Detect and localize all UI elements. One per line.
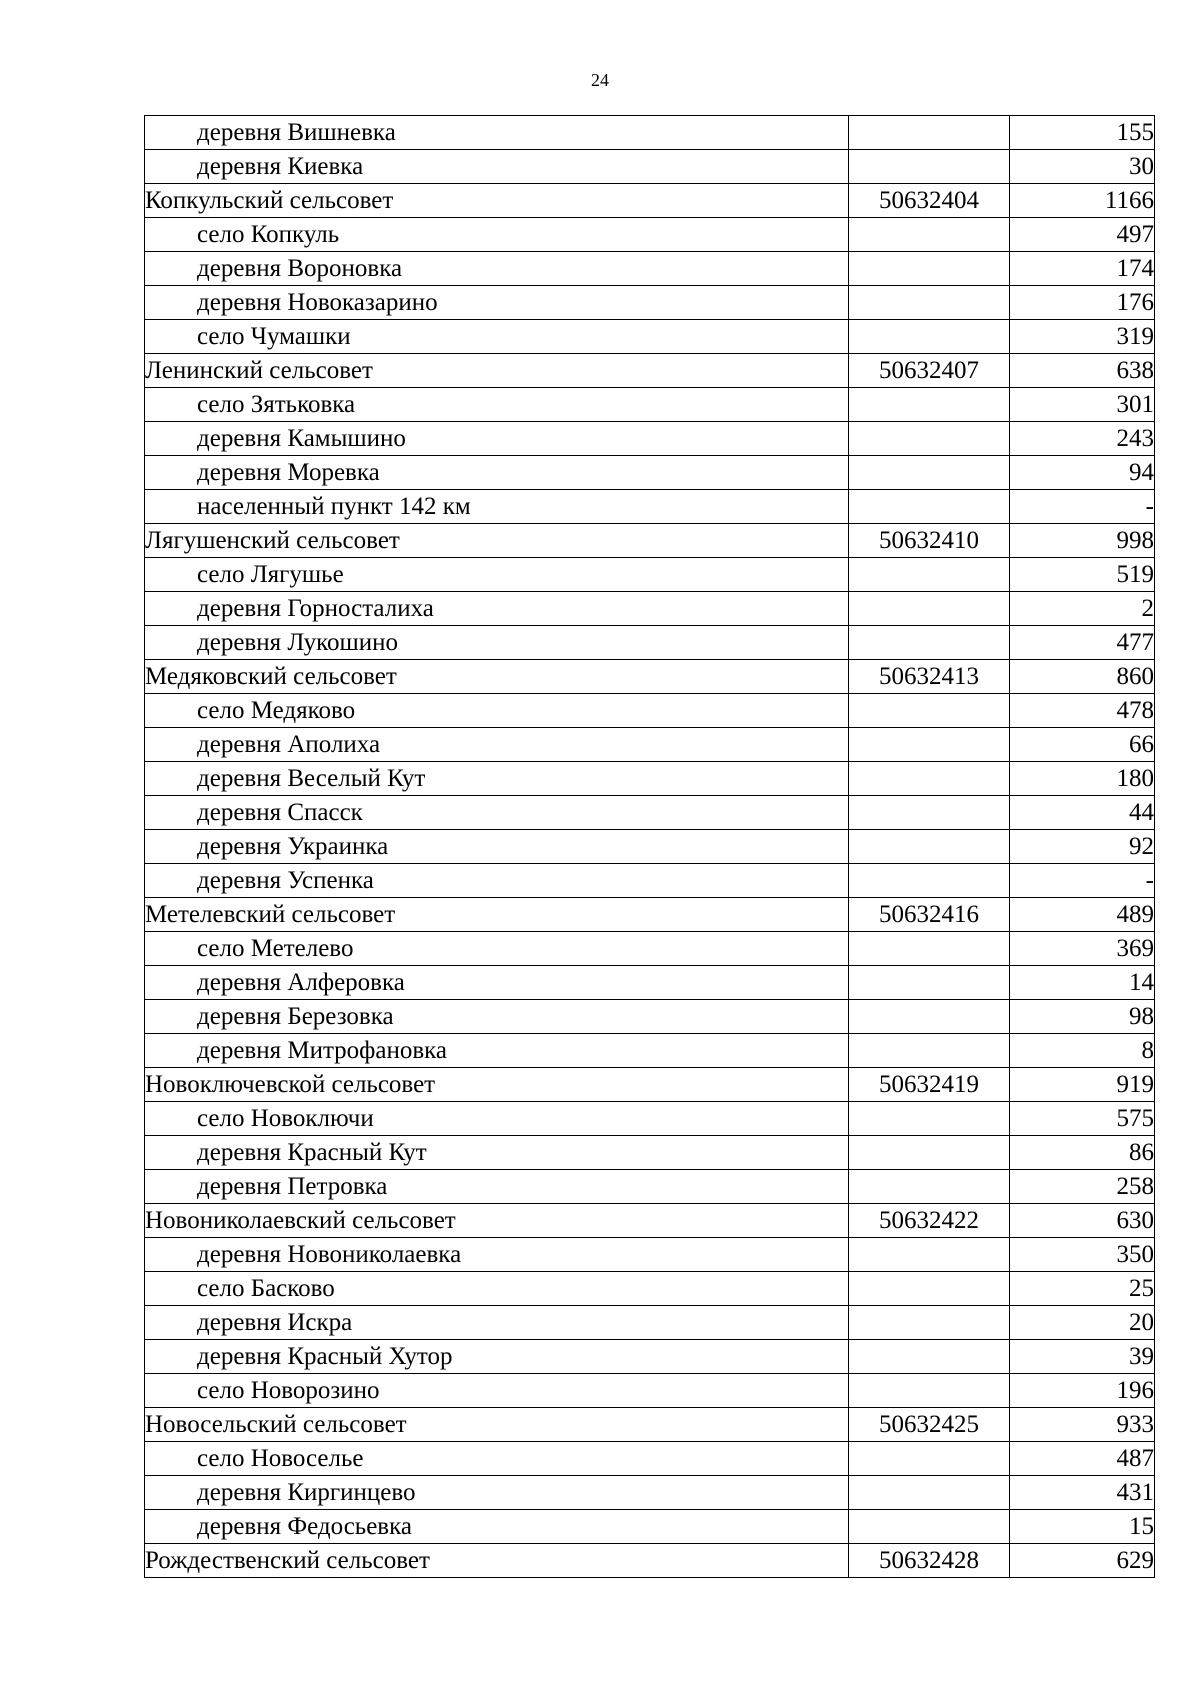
settlement-name-cell: Новониколаевский сельсовет — [145, 1204, 849, 1238]
population-cell: 94 — [1010, 456, 1155, 490]
settlement-row — [145, 1136, 1155, 1170]
settlement-row — [145, 932, 1155, 966]
settlement-row — [145, 796, 1155, 830]
oktmo-code-cell: 50632422 — [849, 1204, 1010, 1238]
population-cell: 2 — [1010, 592, 1155, 626]
oktmo-code-cell — [849, 456, 1010, 490]
oktmo-code-cell — [849, 1102, 1010, 1136]
population-cell: 638 — [1010, 354, 1155, 388]
settlement-row — [145, 830, 1155, 864]
settlement-row — [145, 558, 1155, 592]
population-cell: 629 — [1010, 1544, 1155, 1578]
settlement-row — [145, 1374, 1155, 1408]
settlement-name-cell: деревня Новоказарино — [145, 286, 849, 320]
population-cell: 630 — [1010, 1204, 1155, 1238]
population-cell: 98 — [1010, 1000, 1155, 1034]
population-cell: 39 — [1010, 1340, 1155, 1374]
oktmo-code-cell: 50632404 — [849, 184, 1010, 218]
oktmo-code-cell — [849, 116, 1010, 150]
oktmo-code-cell — [849, 796, 1010, 830]
council-row — [145, 1408, 1155, 1442]
settlement-name-cell: деревня Алферовка — [145, 966, 849, 1000]
settlement-name-cell: село Метелево — [145, 932, 849, 966]
settlement-name-cell: Новосельский сельсовет — [145, 1408, 849, 1442]
oktmo-code-cell: 50632413 — [849, 660, 1010, 694]
settlement-row — [145, 728, 1155, 762]
population-cell: 519 — [1010, 558, 1155, 592]
oktmo-code-cell — [849, 1510, 1010, 1544]
oktmo-code-cell — [849, 286, 1010, 320]
settlement-row — [145, 1000, 1155, 1034]
settlement-name-cell: село Лягушье — [145, 558, 849, 592]
council-row — [145, 184, 1155, 218]
settlement-name-cell: Медяковский сельсовет — [145, 660, 849, 694]
population-cell: 14 — [1010, 966, 1155, 1000]
oktmo-code-cell: 50632410 — [849, 524, 1010, 558]
settlement-row — [145, 1034, 1155, 1068]
settlement-name-cell: село Новорозино — [145, 1374, 849, 1408]
population-cell: 20 — [1010, 1306, 1155, 1340]
oktmo-code-cell — [849, 1170, 1010, 1204]
population-cell: 196 — [1010, 1374, 1155, 1408]
settlement-row — [145, 150, 1155, 184]
oktmo-code-cell: 50632416 — [849, 898, 1010, 932]
council-row — [145, 1068, 1155, 1102]
population-cell: 25 — [1010, 1272, 1155, 1306]
settlement-row — [145, 1442, 1155, 1476]
oktmo-code-cell — [849, 422, 1010, 456]
population-cell: 919 — [1010, 1068, 1155, 1102]
oktmo-code-cell — [849, 762, 1010, 796]
oktmo-code-cell: 50632407 — [849, 354, 1010, 388]
settlement-row — [145, 864, 1155, 898]
population-cell: 933 — [1010, 1408, 1155, 1442]
population-cell: 258 — [1010, 1170, 1155, 1204]
population-cell: 66 — [1010, 728, 1155, 762]
population-cell: 369 — [1010, 932, 1155, 966]
settlement-name-cell: село Новоселье — [145, 1442, 849, 1476]
settlements-table — [144, 115, 1155, 1578]
council-row — [145, 1204, 1155, 1238]
oktmo-code-cell — [849, 150, 1010, 184]
population-cell: - — [1010, 864, 1155, 898]
settlement-name-cell: деревня Красный Хутор — [145, 1340, 849, 1374]
settlement-row — [145, 762, 1155, 796]
oktmo-code-cell — [849, 1442, 1010, 1476]
settlement-name-cell: село Копкуль — [145, 218, 849, 252]
population-cell: 998 — [1010, 524, 1155, 558]
settlement-name-cell: деревня Искра — [145, 1306, 849, 1340]
oktmo-code-cell — [849, 388, 1010, 422]
settlement-name-cell: деревня Петровка — [145, 1170, 849, 1204]
settlement-name-cell: Лягушенский сельсовет — [145, 524, 849, 558]
settlement-name-cell: деревня Лукошино — [145, 626, 849, 660]
population-cell: 497 — [1010, 218, 1155, 252]
page-number: 24 — [591, 70, 609, 90]
oktmo-code-cell — [849, 932, 1010, 966]
settlement-row — [145, 286, 1155, 320]
settlement-name-cell: Рождественский сельсовет — [145, 1544, 849, 1578]
oktmo-code-cell — [849, 252, 1010, 286]
population-cell: 477 — [1010, 626, 1155, 660]
population-cell: 489 — [1010, 898, 1155, 932]
oktmo-code-cell: 50632425 — [849, 1408, 1010, 1442]
population-cell: 301 — [1010, 388, 1155, 422]
settlement-name-cell: деревня Федосьевка — [145, 1510, 849, 1544]
settlement-name-cell: деревня Красный Кут — [145, 1136, 849, 1170]
settlement-row — [145, 490, 1155, 524]
settlement-row — [145, 1510, 1155, 1544]
settlement-name-cell: деревня Новониколаевка — [145, 1238, 849, 1272]
settlement-name-cell: село Медяково — [145, 694, 849, 728]
oktmo-code-cell — [849, 694, 1010, 728]
settlement-name-cell: населенный пункт 142 км — [145, 490, 849, 524]
oktmo-code-cell — [849, 864, 1010, 898]
settlement-name-cell: деревня Камышино — [145, 422, 849, 456]
settlement-name-cell: деревня Митрофановка — [145, 1034, 849, 1068]
settlement-name-cell: село Басково — [145, 1272, 849, 1306]
settlement-row — [145, 1306, 1155, 1340]
population-cell: - — [1010, 490, 1155, 524]
settlement-row — [145, 694, 1155, 728]
settlement-row — [145, 592, 1155, 626]
settlement-row — [145, 116, 1155, 150]
population-cell: 155 — [1010, 116, 1155, 150]
settlement-row — [145, 1102, 1155, 1136]
oktmo-code-cell — [849, 490, 1010, 524]
population-cell: 176 — [1010, 286, 1155, 320]
oktmo-code-cell — [849, 1000, 1010, 1034]
population-cell: 44 — [1010, 796, 1155, 830]
settlement-name-cell: село Новоключи — [145, 1102, 849, 1136]
settlement-row — [145, 1238, 1155, 1272]
settlement-row — [145, 218, 1155, 252]
settlement-name-cell: село Зятьковка — [145, 388, 849, 422]
settlement-row — [145, 1476, 1155, 1510]
oktmo-code-cell — [849, 1374, 1010, 1408]
oktmo-code-cell — [849, 592, 1010, 626]
population-cell: 92 — [1010, 830, 1155, 864]
oktmo-code-cell — [849, 830, 1010, 864]
council-row — [145, 354, 1155, 388]
oktmo-code-cell — [849, 1340, 1010, 1374]
settlement-name-cell: деревня Веселый Кут — [145, 762, 849, 796]
settlement-row — [145, 456, 1155, 490]
oktmo-code-cell — [849, 1136, 1010, 1170]
population-cell: 860 — [1010, 660, 1155, 694]
settlement-row — [145, 252, 1155, 286]
settlement-name-cell: Новоключевской сельсовет — [145, 1068, 849, 1102]
settlement-row — [145, 320, 1155, 354]
settlement-name-cell: деревня Аполиха — [145, 728, 849, 762]
oktmo-code-cell — [849, 966, 1010, 1000]
oktmo-code-cell — [849, 1034, 1010, 1068]
settlement-name-cell: деревня Спасск — [145, 796, 849, 830]
oktmo-code-cell — [849, 728, 1010, 762]
oktmo-code-cell — [849, 1238, 1010, 1272]
oktmo-code-cell — [849, 1306, 1010, 1340]
population-cell: 30 — [1010, 150, 1155, 184]
population-cell: 174 — [1010, 252, 1155, 286]
population-cell: 243 — [1010, 422, 1155, 456]
population-cell: 575 — [1010, 1102, 1155, 1136]
settlement-name-cell: Метелевский сельсовет — [145, 898, 849, 932]
settlement-name-cell: деревня Киевка — [145, 150, 849, 184]
council-row — [145, 898, 1155, 932]
settlement-row — [145, 1340, 1155, 1374]
oktmo-code-cell — [849, 1476, 1010, 1510]
population-cell: 350 — [1010, 1238, 1155, 1272]
council-row — [145, 660, 1155, 694]
population-cell: 86 — [1010, 1136, 1155, 1170]
population-cell: 487 — [1010, 1442, 1155, 1476]
settlement-row — [145, 626, 1155, 660]
settlement-row — [145, 1272, 1155, 1306]
oktmo-code-cell — [849, 626, 1010, 660]
settlement-name-cell: село Чумашки — [145, 320, 849, 354]
settlement-name-cell: деревня Горносталиха — [145, 592, 849, 626]
population-cell: 319 — [1010, 320, 1155, 354]
population-cell: 15 — [1010, 1510, 1155, 1544]
settlement-name-cell: деревня Украинка — [145, 830, 849, 864]
population-cell: 8 — [1010, 1034, 1155, 1068]
table-body — [145, 116, 1155, 1578]
settlement-name-cell: деревня Успенка — [145, 864, 849, 898]
oktmo-code-cell — [849, 320, 1010, 354]
settlement-row — [145, 966, 1155, 1000]
settlement-name-cell: деревня Березовка — [145, 1000, 849, 1034]
oktmo-code-cell — [849, 558, 1010, 592]
population-cell: 431 — [1010, 1476, 1155, 1510]
oktmo-code-cell — [849, 1272, 1010, 1306]
settlement-row — [145, 422, 1155, 456]
council-row — [145, 524, 1155, 558]
settlement-name-cell: деревня Вороновка — [145, 252, 849, 286]
settlement-name-cell: деревня Моревка — [145, 456, 849, 490]
oktmo-code-cell — [849, 218, 1010, 252]
settlement-name-cell: Копкульский сельсовет — [145, 184, 849, 218]
settlement-row — [145, 1170, 1155, 1204]
settlement-name-cell: деревня Киргинцево — [145, 1476, 849, 1510]
population-cell: 1166 — [1010, 184, 1155, 218]
settlement-name-cell: Ленинский сельсовет — [145, 354, 849, 388]
settlement-row — [145, 388, 1155, 422]
council-row — [145, 1544, 1155, 1578]
settlement-name-cell: деревня Вишневка — [145, 116, 849, 150]
population-cell: 180 — [1010, 762, 1155, 796]
oktmo-code-cell: 50632419 — [849, 1068, 1010, 1102]
oktmo-code-cell: 50632428 — [849, 1544, 1010, 1578]
population-cell: 478 — [1010, 694, 1155, 728]
